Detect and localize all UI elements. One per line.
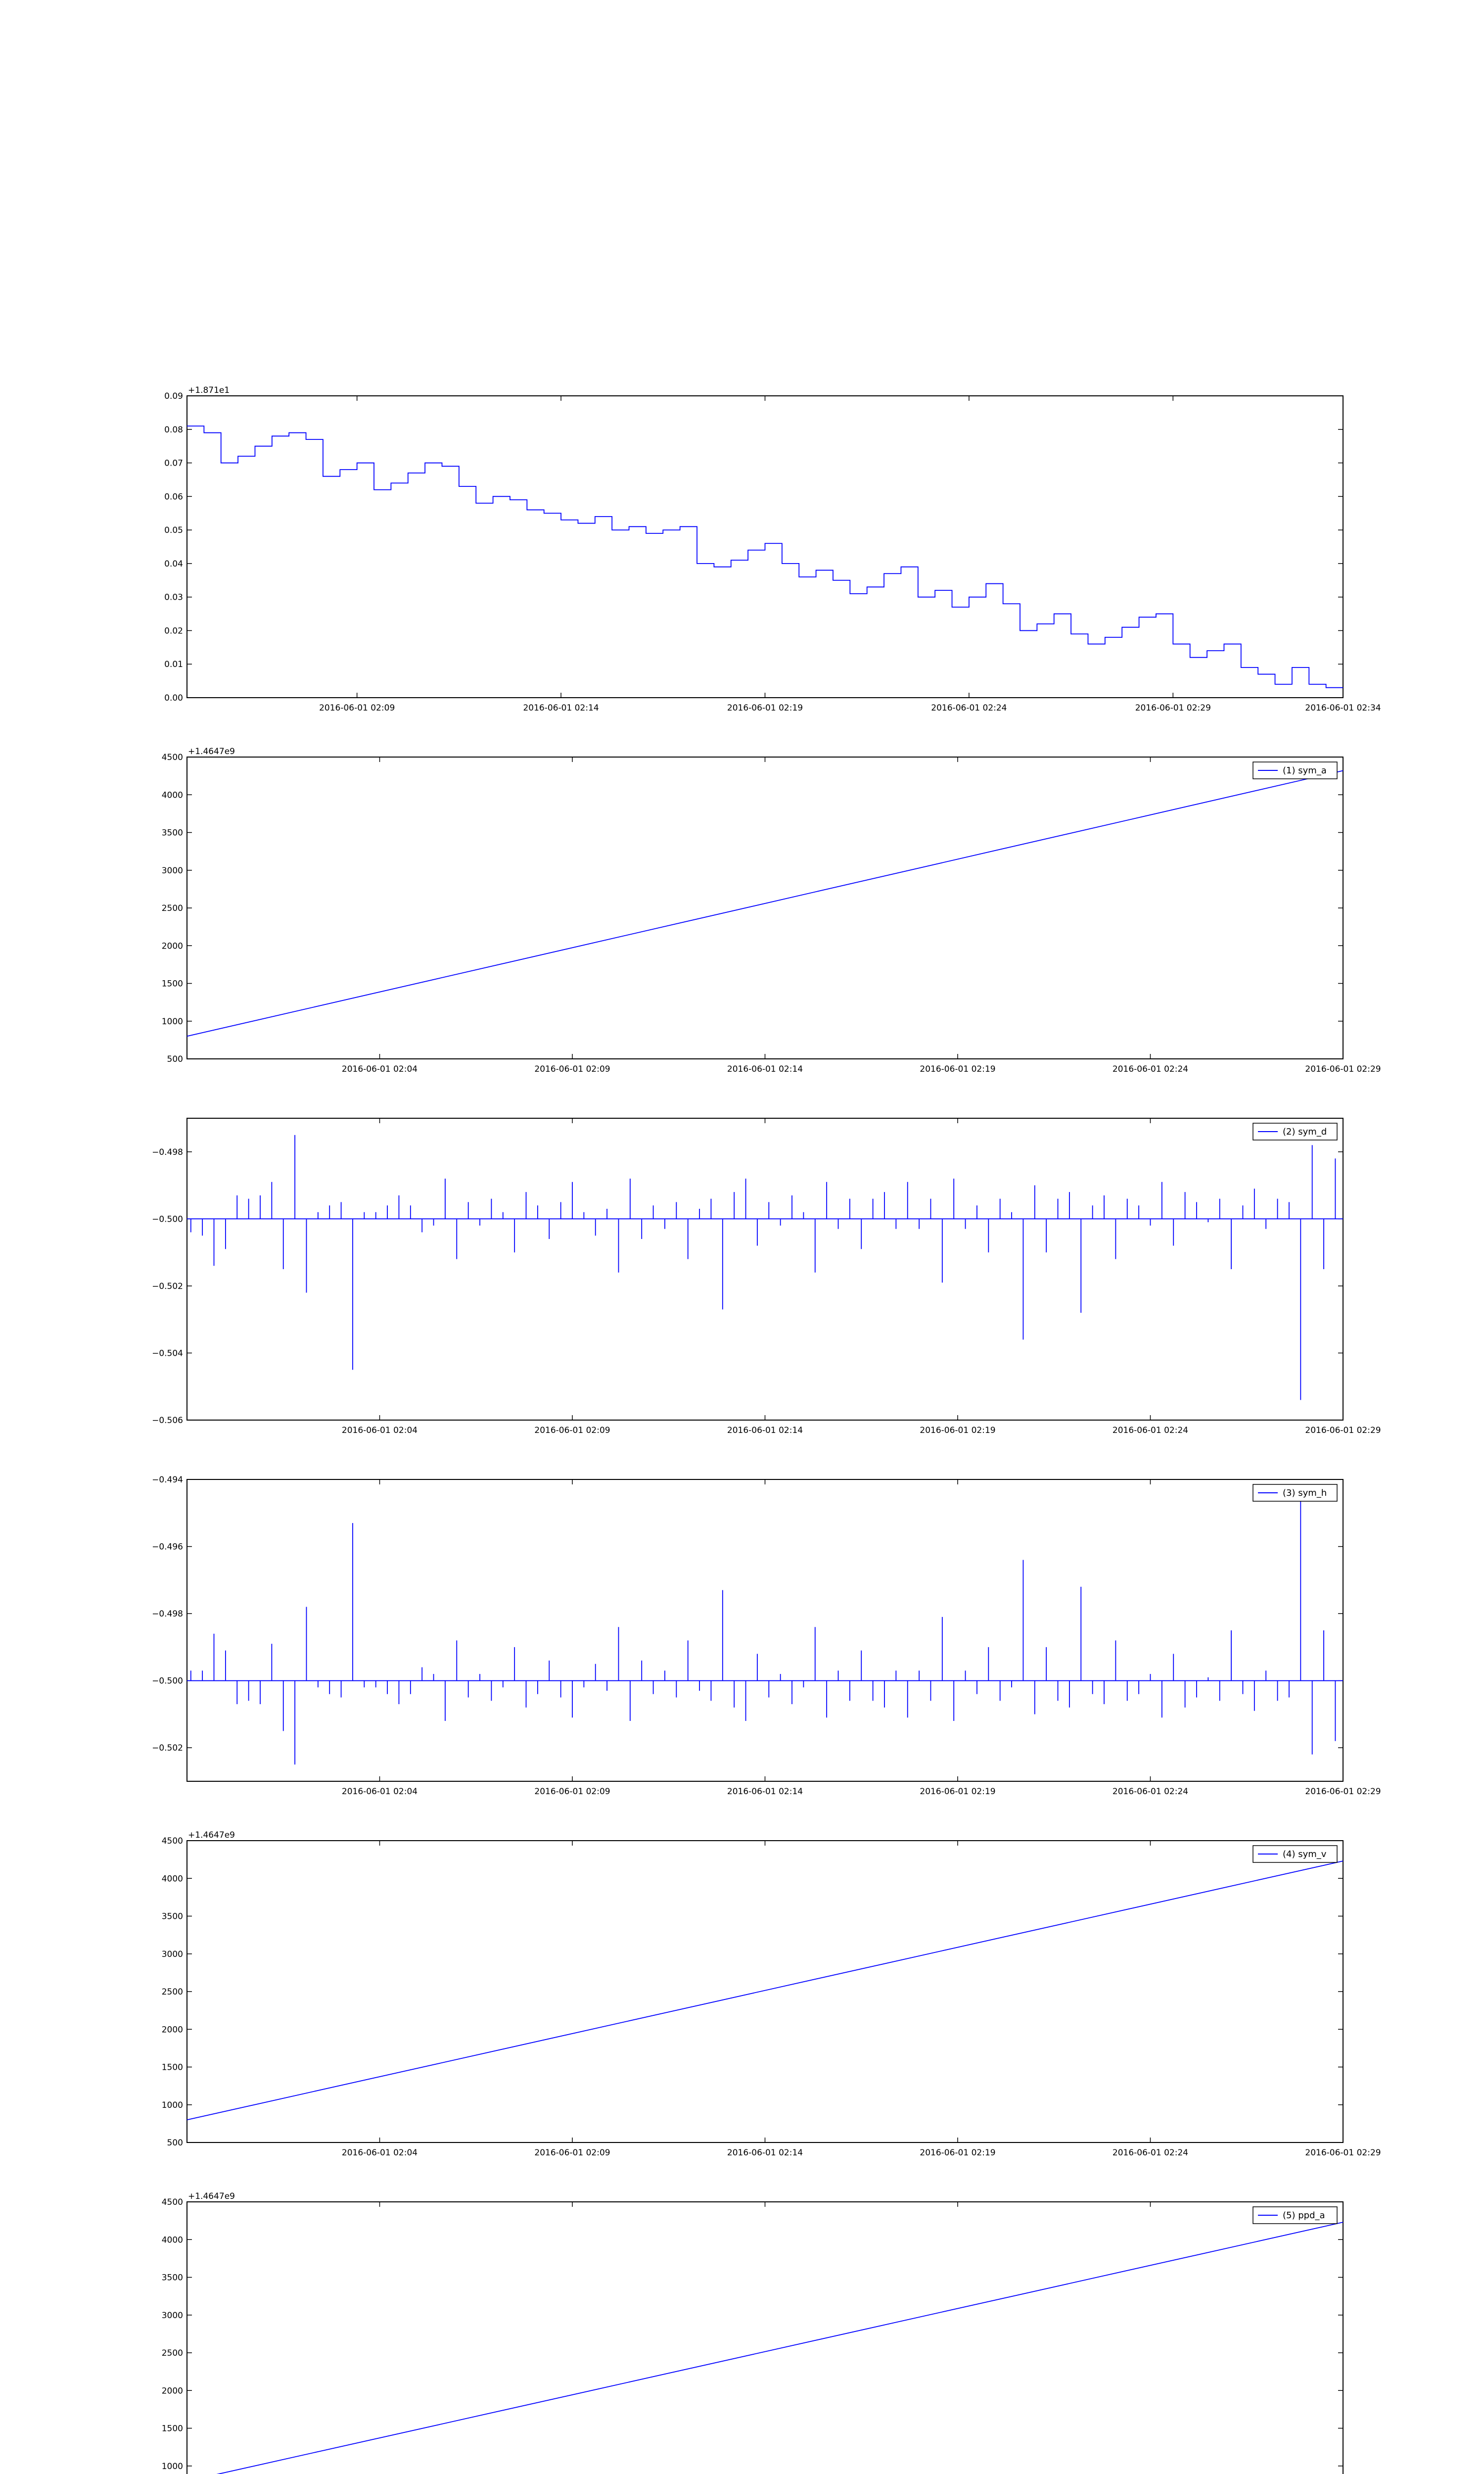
legend-label: (5) ppd_a (1283, 2210, 1325, 2221)
y-tick-label: 0.09 (164, 391, 183, 401)
y-tick-label: 0.01 (164, 660, 183, 670)
panel-sym_h (152, 1475, 1381, 1797)
legend (1253, 2207, 1337, 2224)
y-tick-label: −0.506 (152, 1416, 183, 1426)
panel-sym_d (152, 1118, 1381, 1435)
y-tick-label: 0.03 (164, 592, 183, 603)
y-tick-label: 0.04 (164, 559, 183, 569)
panel-ppd_a (162, 2191, 1381, 2474)
y-tick-label: −0.504 (152, 1348, 183, 1359)
legend-label: (4) sym_v (1283, 1849, 1327, 1859)
y-tick-label: 1500 (161, 2062, 183, 2073)
x-tick-label: 2016-06-01 02:29 (1305, 1064, 1381, 1074)
y-tick-label: 2000 (161, 941, 183, 952)
plot-area (187, 2202, 1343, 2474)
y-tick-label: 3500 (161, 828, 183, 838)
x-tick-label: 2016-06-01 02:24 (1112, 2148, 1189, 2158)
x-tick-label: 2016-06-01 02:29 (1305, 2148, 1381, 2158)
x-tick-label: 2016-06-01 02:24 (1112, 1787, 1189, 1797)
x-tick-label: 2016-06-01 02:04 (341, 2148, 418, 2158)
y-tick-label: 3500 (161, 2273, 183, 2283)
x-tick-label: 2016-06-01 02:19 (920, 1787, 996, 1797)
y-tick-label: 1500 (161, 979, 183, 989)
y-tick-label: 1000 (161, 2461, 183, 2472)
panel-sym_a (162, 747, 1381, 1074)
x-tick-label: 2016-06-01 02:34 (1305, 703, 1381, 713)
y-tick-label: 4000 (161, 790, 183, 801)
y-tick-label: 4500 (161, 1836, 183, 1846)
x-tick-label: 2016-06-01 02:19 (920, 2148, 996, 2158)
y-tick-label: 0.07 (164, 458, 183, 469)
axis-offset-label: +1.4647e9 (188, 2191, 235, 2201)
plot-area (187, 757, 1343, 1059)
y-tick-label: −0.496 (152, 1542, 183, 1552)
x-tick-label: 2016-06-01 02:09 (319, 703, 395, 713)
axis-offset-label: +1.871e1 (188, 385, 230, 395)
y-tick-label: 3000 (161, 1949, 183, 1959)
x-tick-label: 2016-06-01 02:09 (534, 1787, 610, 1797)
panel-sym_v (162, 1830, 1381, 2158)
x-tick-label: 2016-06-01 02:29 (1135, 703, 1211, 713)
axis-offset-label: +1.4647e9 (188, 747, 235, 757)
y-tick-label: 3000 (161, 2310, 183, 2321)
y-tick-label: 2000 (161, 2386, 183, 2396)
x-tick-label: 2016-06-01 02:09 (534, 2148, 610, 2158)
y-tick-label: 0.02 (164, 626, 183, 636)
y-tick-label: −0.500 (152, 1214, 183, 1225)
x-tick-label: 2016-06-01 02:19 (727, 703, 803, 713)
x-tick-label: 2016-06-01 02:24 (1112, 1064, 1189, 1074)
y-tick-label: −0.502 (152, 1281, 183, 1291)
y-tick-label: 1000 (161, 1016, 183, 1027)
x-tick-label: 2016-06-01 02:24 (931, 703, 1007, 713)
y-tick-label: 1000 (161, 2100, 183, 2110)
y-tick-label: −0.502 (152, 1743, 183, 1754)
y-tick-label: 500 (167, 1054, 183, 1064)
y-tick-label: −0.498 (152, 1609, 183, 1619)
legend (1253, 1484, 1337, 1501)
y-tick-label: 500 (167, 2138, 183, 2148)
x-tick-label: 2016-06-01 02:29 (1305, 1426, 1381, 1435)
x-tick-label: 2016-06-01 02:19 (920, 1064, 996, 1074)
y-tick-label: −0.500 (152, 1676, 183, 1686)
x-tick-label: 2016-06-01 02:19 (920, 1426, 996, 1435)
y-tick-label: 1500 (161, 2424, 183, 2434)
x-tick-label: 2016-06-01 02:04 (341, 1426, 418, 1435)
y-tick-label: −0.494 (152, 1475, 183, 1485)
legend-label: (3) sym_h (1283, 1488, 1327, 1498)
y-tick-label: 2500 (161, 1987, 183, 1997)
y-tick-label: 4500 (161, 753, 183, 762)
x-tick-label: 2016-06-01 02:14 (727, 1787, 803, 1797)
x-tick-label: 2016-06-01 02:04 (341, 1787, 418, 1797)
x-tick-label: 2016-06-01 02:14 (727, 1426, 803, 1435)
y-tick-label: 3500 (161, 1911, 183, 1922)
y-tick-label: 0.08 (164, 425, 183, 435)
x-tick-label: 2016-06-01 02:24 (1112, 1426, 1189, 1435)
x-tick-label: 2016-06-01 02:14 (523, 703, 599, 713)
plot-area (187, 1841, 1343, 2142)
panel-price (164, 385, 1381, 713)
x-tick-label: 2016-06-01 02:09 (534, 1426, 610, 1435)
y-tick-label: 0.00 (164, 693, 183, 703)
y-tick-label: 4000 (161, 1874, 183, 1884)
y-tick-label: 0.05 (164, 525, 183, 536)
y-tick-label: 2500 (161, 904, 183, 913)
y-tick-label: 2500 (161, 2348, 183, 2358)
y-tick-label: 3000 (161, 865, 183, 876)
y-tick-label: 4000 (161, 2235, 183, 2245)
legend-label: (1) sym_a (1283, 765, 1327, 776)
legend-label: (2) sym_d (1283, 1127, 1327, 1137)
axis-offset-label: +1.4647e9 (188, 1830, 235, 1840)
x-tick-label: 2016-06-01 02:14 (727, 1064, 803, 1074)
legend (1253, 1846, 1337, 1862)
plot-area (187, 1479, 1343, 1781)
legend (1253, 1123, 1337, 1140)
y-tick-label: 2000 (161, 2025, 183, 2035)
x-tick-label: 2016-06-01 02:14 (727, 2148, 803, 2158)
y-tick-label: 0.06 (164, 492, 183, 502)
y-tick-label: −0.498 (152, 1147, 183, 1157)
x-tick-label: 2016-06-01 02:04 (341, 1064, 418, 1074)
x-tick-label: 2016-06-01 02:29 (1305, 1787, 1381, 1797)
legend (1253, 762, 1337, 779)
x-tick-label: 2016-06-01 02:09 (534, 1064, 610, 1074)
plot-area (187, 1118, 1343, 1420)
y-tick-label: 4500 (161, 2197, 183, 2207)
